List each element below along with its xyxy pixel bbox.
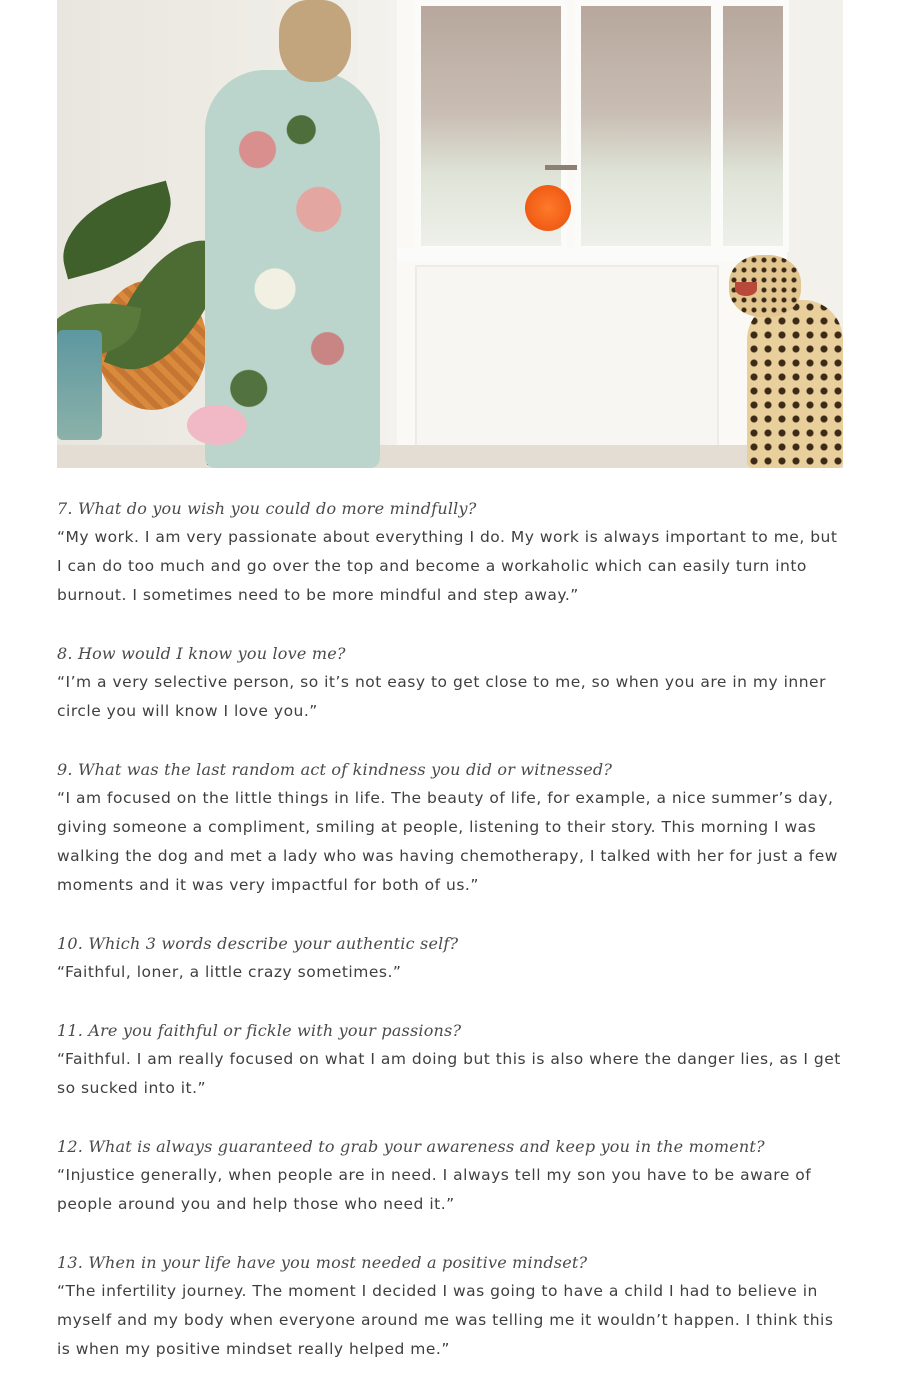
qa-item xyxy=(57,929,847,987)
orange-pompom xyxy=(525,185,571,231)
qa-item xyxy=(57,755,847,900)
qa-item xyxy=(57,494,847,610)
question: 12. What is always guaranteed to grab your awareness and keep you in the moment? xyxy=(57,1137,765,1156)
leopard-mouth xyxy=(735,282,757,296)
question: 7. What do you wish you could do more mindfully? xyxy=(57,499,477,518)
teal-vase xyxy=(57,330,102,440)
answer: “Faithful, loner, a little crazy sometimes.” xyxy=(57,963,402,981)
question: 9. What was the last random act of kindness you did or witnessed? xyxy=(57,760,613,779)
question: 8. How would I know you love me? xyxy=(57,644,346,663)
pink-flower xyxy=(187,405,247,445)
question: 10. Which 3 words describe your authentic self? xyxy=(57,934,459,953)
interview-article xyxy=(57,494,847,1393)
answer: “My work. I am very passionate about everything I do. My work is always important to me, but I can do too much and go over the top and become a workaholic which can easily turn into burnout. I sometimes need to be more mindful and step away.” xyxy=(57,528,838,604)
photo-window xyxy=(387,0,787,450)
qa-item xyxy=(57,1132,847,1219)
hero-photo xyxy=(57,0,843,468)
answer: “The infertility journey. The moment I decided I was going to have a child I had to believe in myself and my body when everyone around me was telling me it wouldn’t happen. I think this is when my positive mindset really helped me.” xyxy=(57,1282,834,1358)
leopard-statue xyxy=(747,300,843,468)
qa-item xyxy=(57,639,847,726)
question: 11. Are you faithful or fickle with your passions? xyxy=(57,1021,462,1040)
question: 13. When in your life have you most needed a positive mindset? xyxy=(57,1253,588,1272)
answer: “Injustice generally, when people are in need. I always tell my son you have to be aware of people around you and help those who need it.” xyxy=(57,1166,812,1213)
qa-item xyxy=(57,1248,847,1364)
answer: “Faithful. I am really focused on what I am doing but this is also where the danger lies, as I get so sucked into it.” xyxy=(57,1050,841,1097)
woman-head xyxy=(279,0,351,82)
door-handle xyxy=(545,165,577,170)
photo-floor xyxy=(57,445,843,468)
answer: “I am focused on the little things in life. The beauty of life, for example, a nice summer’s day, giving someone a compliment, smiling at people, listening to their story. This morning I was walking the dog and met a lady who was having chemotherapy, I talked with her for just a few moments and it was very impactful for both of us.” xyxy=(57,789,838,894)
answer: “I’m a very selective person, so it’s not easy to get close to me, so when you are in my inner circle you will know I love you.” xyxy=(57,673,826,720)
qa-item xyxy=(57,1016,847,1103)
